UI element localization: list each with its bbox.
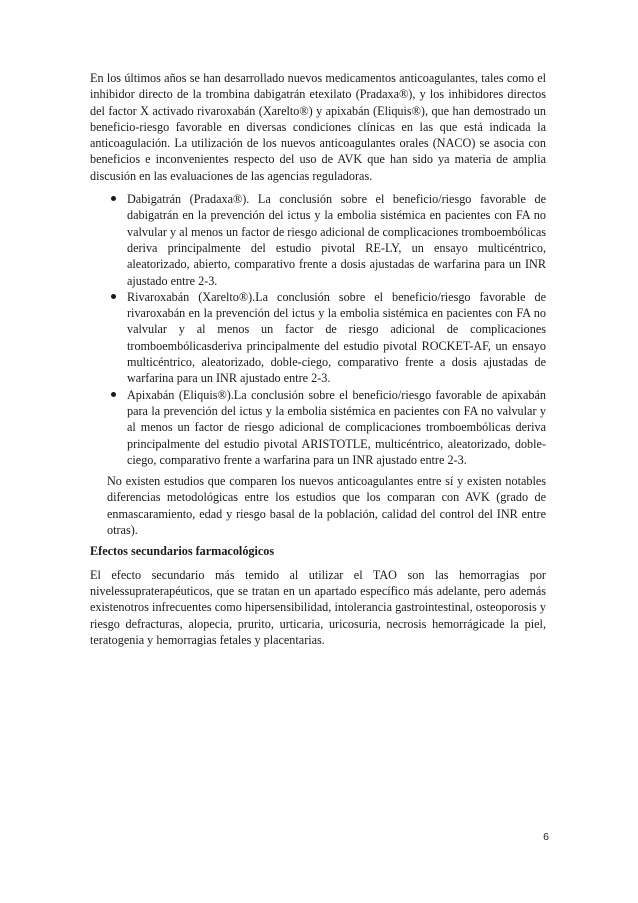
bullet-dot-icon bbox=[111, 392, 116, 397]
bullet-dot-icon bbox=[111, 294, 116, 299]
section-heading: Efectos secundarios farmacológicos bbox=[90, 544, 275, 559]
document-page bbox=[90, 70, 546, 648]
bullet-item-dabigatran bbox=[90, 191, 546, 289]
bullet-item-rivaroxaban bbox=[90, 289, 546, 387]
bullet-dot-icon bbox=[111, 196, 116, 201]
side-effects-paragraph: El efecto secundario más temido al utilizar el TAO son las hemorragias por nivelessupraterapéuticos, que se tratan en un apartado específico más adelante, pero además existenotros infrecuentes como hipersensibilidad, intolerancia gastrointestinal, osteoporosis y riesgo defracturas, alopecia, prurito, urticaria, uricosuria, necrosis hemorrágicade la piel, teratogenia y hemorragias fetales y placentarias. bbox=[90, 567, 546, 647]
bullet-item-apixaban bbox=[90, 387, 546, 468]
bullet-text: Apixabán (Eliquis®).La conclusión sobre el beneficio/riesgo favorable de apixabán para la prevención del ictus y la embolia sistémica en pacientes con FA no valvular y al menos un factor de riesgo adicional de complicaciones tromboembólicas deriva principalmente del estudio pivotal ARISTOTLE, multicéntrico, aleatorizado, doble-ciego, comparativo frente a warfarina para un INR ajustado entre 2-3. bbox=[127, 387, 546, 467]
comparison-note-paragraph: No existen estudios que comparen los nuevos anticoagulantes entre sí y existen notables diferencias metodológicas entre los estudios que los comparan con AVK (grado de enmascaramiento, edad y riesgo basal de la población, calidad del control del INR entre otras). bbox=[107, 474, 546, 538]
page-number: 6 bbox=[543, 831, 549, 843]
intro-paragraph: En los últimos años se han desarrollado nuevos medicamentos anticoagulantes, tales como el inhibidor directo de la trombina dabigatrán etexilato (Pradaxa®), y los inhibidores directos del factor X activado rivaroxabán (Xarelto®) y apixabán (Eliquis®), que han demostrado un beneficio-riesgo favorable en diversas condiciones clínicas en las que está indicada la anticoagulación. La utilización de los nuevos anticoagulantes orales (NACO) se asocia con beneficios e inconvenientes respecto del uso de AVK que han sido ya materia de amplia discusión en las evaluaciones de las agencias reguladoras. bbox=[90, 71, 546, 183]
bullet-text: Rivaroxabán (Xarelto®).La conclusión sobre el beneficio/riesgo favorable de rivaroxabán en la prevención del ictus y la embolia sistémica en pacientes con FA no valvular y al menos un factor de riesgo adicional de complicaciones tromboembólicasderiva principalmente del estudio pivotal ROCKET-AF, un ensayo multicéntrico, aleatorizado, doble-ciego, comparativo frente a dosis ajustadas de warfarina para un INR ajustado entre 2-3. bbox=[127, 289, 546, 386]
drug-bullet-list bbox=[90, 191, 546, 468]
bullet-text: Dabigatrán (Pradaxa®). La conclusión sobre el beneficio/riesgo favorable de dabigatrán en la prevención del ictus y la embolia sistémica en pacientes con FA no valvular y al menos un factor de riesgo adicional de complicaciones tromboembólicas deriva principalmente del estudio pivotal RE-LY, un ensayo multicéntrico, aleatorizado, abierto, comparativo frente a dosis ajustadas de warfarina para un INR ajustado entre 2-3. bbox=[127, 192, 546, 288]
